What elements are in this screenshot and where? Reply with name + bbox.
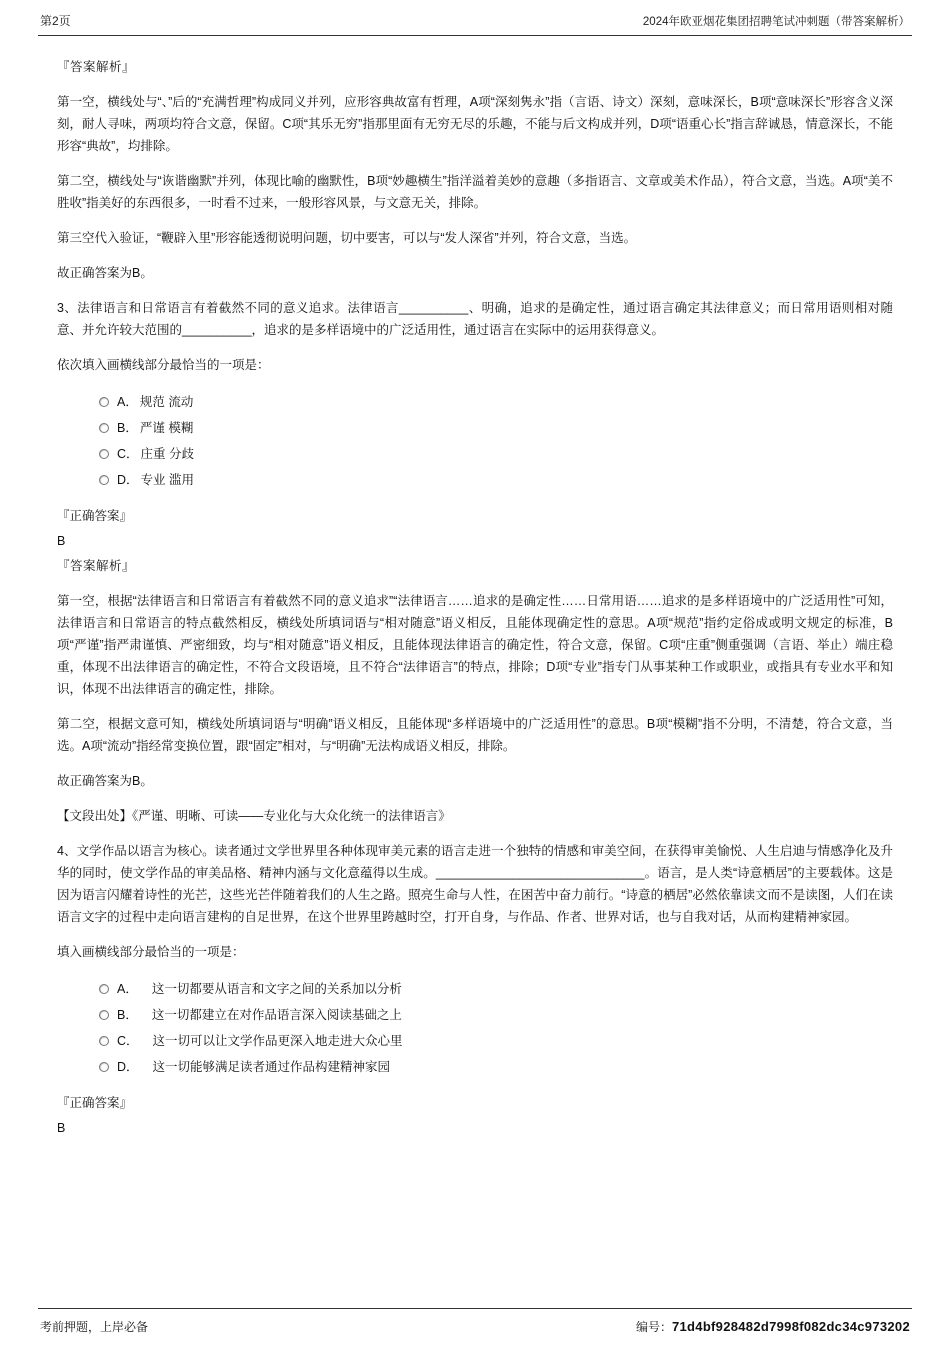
option-letter: D． [117, 1060, 139, 1074]
footer-slogan: 考前押题，上岸必备 [40, 1320, 149, 1334]
option-text: 严谨 模糊 [139, 421, 194, 435]
analysis-paragraph: 第三空代入验证，“鞭辟入里”形容能透彻说明问题，切中要害，可以与“发人深省”并列，符合文意，当选。 [57, 231, 637, 245]
option-text: 规范 流动 [139, 395, 194, 409]
source-reference: 【文段出处】《严谨、明晰、可读——专业化与大众化统一的法律语言》 [57, 809, 451, 823]
question-4-options [99, 976, 893, 1080]
option-letter: C． [117, 1034, 139, 1048]
q3-option-c[interactable] [99, 441, 893, 467]
conclusion-text: 故正确答案为B。 [57, 774, 153, 788]
question-3-stem: 3、法律语言和日常语言有着截然不同的意义追求。法律语言__________、明确，追求的是确定性，通过语言确定其法律意义；而日常用语则相对随意、并允许较大范围的__________，追求的是多样语境中的广泛适用性，通过语言在实际中的运用获得意义。 [57, 301, 893, 337]
correct-answer-header: 『正确答案』 [57, 509, 133, 523]
option-letter: C． [117, 447, 139, 461]
correct-answer-value: B [57, 1121, 66, 1135]
analysis-paragraph: 第一空，根据“法律语言和日常语言有着截然不同的意义追求”“法律语言……追求的是确定性……日常用语……追求的是多样语境中的广泛适用性”可知，法律语言和日常语言的特点截然相反，横线处所填词语与“相对随意”语义相反，且能体现确定性的意思。A项“规范”指约定俗成或明文规定的标准，B项“严谨”指严肃谨慎、严密细致，均与“相对随意”语义相反，且能体现法律语言的确定性，符合文意，保留。C项“庄重”侧重强调（言语、举止）端庄稳重，体现不出法律语言的确定性，不符合文段语境，且不符合“法律语言”的特点，排除；D项“专业”指专门从事某种工作或职业，或指具有专业水平和知识，体现不出法律语言的确定性，排除。 [57, 594, 893, 696]
page-number: 第2页 [40, 14, 71, 28]
option-letter: A． [117, 982, 138, 996]
option-letter: D． [117, 473, 139, 487]
q4-option-d[interactable] [99, 1054, 893, 1080]
document-content [0, 36, 950, 1139]
conclusion-text: 故正确答案为B。 [57, 266, 153, 280]
radio-button-icon[interactable] [99, 423, 109, 433]
option-text: 专业 滥用 [140, 473, 195, 487]
q4-option-c[interactable] [99, 1028, 893, 1054]
document-title: 2024年欧亚烟花集团招聘笔试冲刺题（带答案解析） [642, 16, 910, 28]
radio-button-icon[interactable] [99, 1036, 109, 1046]
question-3-prompt: 依次填入画横线部分最恰当的一项是： [57, 358, 270, 372]
serial-label: 编号： [635, 1320, 672, 1334]
option-text: 庄重 分歧 [140, 447, 195, 461]
q3-option-d[interactable] [99, 467, 893, 493]
radio-button-icon[interactable] [99, 449, 109, 459]
answer-analysis-header: 『答案解析』 [57, 60, 136, 74]
analysis-paragraph: 第二空，根据文意可知，横线处所填词语与“明确”语义相反，且能体现“多样语境中的广泛适用性”的意思。B项“模糊”指不分明，不清楚，符合文意，当选。A项“流动”指经常变换位置，跟“固定”相对，与“明确”无法构成语义相反，排除。 [57, 717, 893, 753]
option-letter: A． [117, 395, 138, 409]
option-text: 这一切都建立在对作品语言深入阅读基础之上 [151, 1008, 402, 1022]
correct-answer-header: 『正确答案』 [57, 1096, 133, 1110]
q3-option-a[interactable] [99, 389, 893, 415]
correct-answer-value: B [57, 534, 66, 548]
document-serial [636, 1318, 910, 1335]
option-text: 这一切可以让文学作品更深入地走进大众心里 [152, 1034, 403, 1048]
question-4-stem: 4、文学作品以语言为核心。读者通过文学世界里各种体现审美元素的语言走进一个独特的情感和审美空间，在获得审美愉悦、人生启迪与情感净化及升华的同时，使文学作品的审美品格、精神内涵与文化意蕴得以生成。______________________________。语言，是人类“诗意栖居”的主要载体。这是因为语言闪耀着诗性的光芒，这些光芒伴随着我们的人生之路。照亮生命与人性，在困苦中奋力前行。“诗意的栖居”必然依靠读文而不是读图，人们在读语言文字的过程中走向语言建构的自足世界，在这个世界里跨越时空，打开自身，与作品、作者、世界对话，也与自我对话，从而构建精神家园。 [57, 844, 893, 924]
option-text: 这一切都要从语言和文字之间的关系加以分析 [151, 982, 402, 996]
page-footer [40, 1318, 910, 1335]
analysis-paragraph: 第一空，横线处与“、”后的“充满哲理”构成同义并列，应形容典故富有哲理，A项“深刻隽永”指（言语、诗文）深刻，意味深长，B项“意味深长”形容含义深刻，耐人寻味，两项均符合文意，保留。C项“其乐无穷”指那里面有无穷无尽的乐趣，不能与后文构成并列，D项“语重心长”指言辞诚恳，情意深长，不能形容“典故”，均排除。 [57, 95, 893, 153]
analysis-paragraph: 第二空，横线处与“诙谐幽默”并列，体现比喻的幽默性，B项“妙趣横生”指洋溢着美妙的意趣（多指语言、文章或美术作品），符合文意，当选。A项“美不胜收”指美好的东西很多，一时看不过来，一般形容风景，与文意无关，排除。 [57, 174, 893, 210]
q4-option-a[interactable] [99, 976, 893, 1002]
radio-button-icon[interactable] [99, 1010, 109, 1020]
option-letter: B． [117, 1008, 138, 1022]
question-4-prompt: 填入画横线部分最恰当的一项是： [57, 945, 245, 959]
option-text: 这一切能够满足读者通过作品构建精神家园 [152, 1060, 391, 1074]
radio-button-icon[interactable] [99, 397, 109, 407]
q3-option-b[interactable] [99, 415, 893, 441]
radio-button-icon[interactable] [99, 984, 109, 994]
serial-value: 71d4bf928482d7998f082dc34c973202 [671, 1319, 910, 1334]
option-letter: B． [117, 421, 138, 435]
answer-analysis-header: 『答案解析』 [57, 559, 136, 573]
page-header [0, 0, 950, 33]
radio-button-icon[interactable] [99, 475, 109, 485]
footer-divider [38, 1308, 912, 1309]
q4-option-b[interactable] [99, 1002, 893, 1028]
question-3-options [99, 389, 893, 493]
radio-button-icon[interactable] [99, 1062, 109, 1072]
